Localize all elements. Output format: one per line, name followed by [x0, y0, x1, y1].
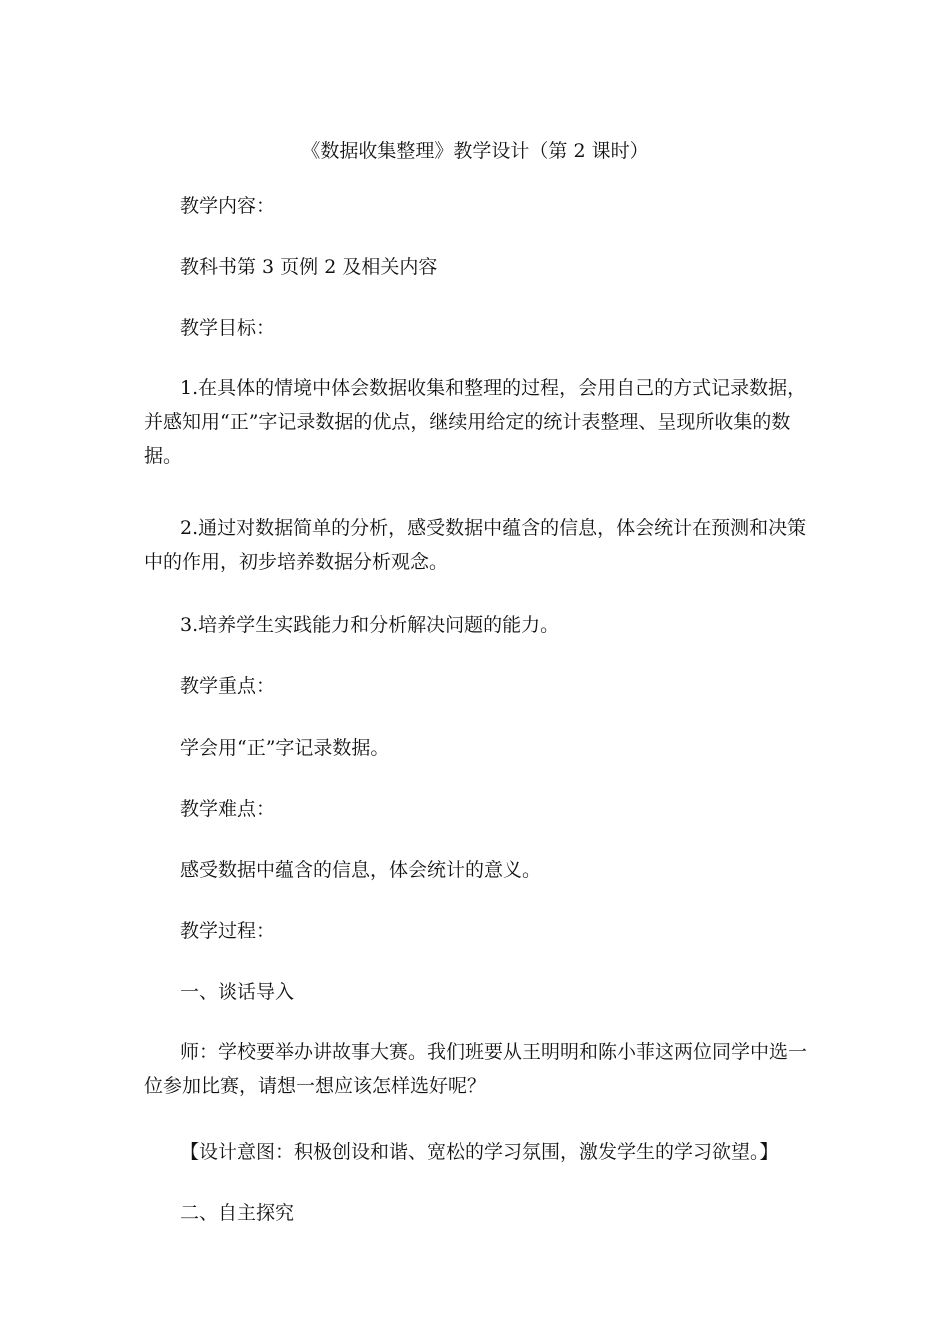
objective-2: 2.通过对数据简单的分析，感受数据中蕴含的信息，体会统计在预测和决策中的作用，初步培养数据分析观念。 [144, 517, 807, 573]
document-title: 《数据收集整理》教学设计（第 2 课时） [301, 140, 649, 162]
objective-1: 1.在具体的情境中体会数据收集和整理的过程，会用自己的方式记录数据，并感知用“正”字记录数据的优点，继续用给定的统计表整理、呈现所收集的数据。 [144, 377, 807, 467]
process-step-1-heading: 一、谈话导入 [180, 981, 295, 1003]
objective-3: 3.培养学生实践能力和分析解决问题的能力。 [180, 614, 560, 636]
section-heading-content: 教学内容： [180, 195, 276, 217]
key-points-text: 学会用“正”字记录数据。 [180, 737, 390, 759]
section-heading-process: 教学过程： [180, 920, 276, 942]
section-heading-key-points: 教学重点： [180, 675, 276, 697]
design-intent-note: 【设计意图：积极创设和谐、宽松的学习氛围，激发学生的学习欲望。】 [180, 1141, 779, 1163]
section-heading-difficulties: 教学难点： [180, 798, 276, 820]
difficulties-text: 感受数据中蕴含的信息，体会统计的意义。 [180, 859, 542, 881]
teacher-dialogue: 师：学校要举办讲故事大赛。我们班要从王明明和陈小菲这两位同学中选一位参加比赛，请想一想应该怎样选好呢？ [144, 1041, 808, 1097]
content-text: 教科书第 3 页例 2 及相关内容 [180, 256, 438, 278]
process-step-2-heading: 二、自主探究 [180, 1202, 295, 1224]
section-heading-objectives: 教学目标： [180, 317, 276, 339]
